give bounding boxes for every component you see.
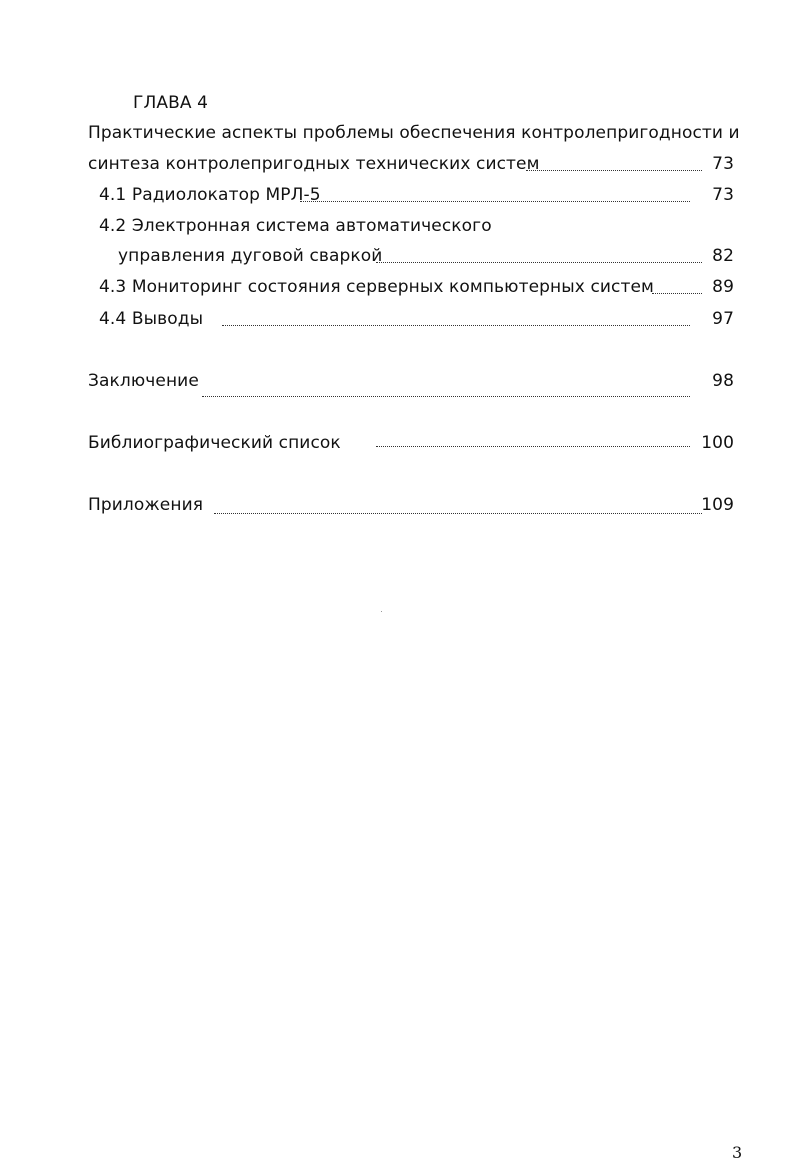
dot-leader — [300, 201, 690, 202]
section-4-2-title-line-1: 4.2 Электронная система автоматического — [99, 216, 492, 236]
bibliography-title: Библиографический список — [88, 433, 341, 453]
section-4-2-page-number: 82 — [712, 246, 734, 266]
scan-speck — [381, 611, 382, 612]
conclusion-page-number: 98 — [712, 371, 734, 391]
section-4-3-title: 4.3 Мониторинг состояния серверных компьютерных систем — [99, 277, 654, 297]
section-4-4-page-number: 97 — [712, 309, 734, 329]
section-4-3-page-number: 89 — [712, 277, 734, 297]
chapter-title-line-2: синтеза контролепригодных технических систем — [88, 154, 540, 174]
dot-leader — [376, 446, 690, 447]
dot-leader — [222, 325, 690, 326]
chapter-page-number: 73 — [712, 154, 734, 174]
dot-leader — [376, 262, 702, 263]
conclusion-title: Заключение — [88, 371, 199, 391]
page-number: 3 — [732, 1143, 743, 1162]
section-4-2-title-line-2: управления дуговой сваркой — [118, 246, 383, 266]
appendices-page-number: 109 — [701, 495, 734, 515]
dot-leader — [202, 396, 690, 397]
chapter-heading: ГЛАВА 4 — [133, 93, 208, 113]
chapter-title-line-1: Практические аспекты проблемы обеспечения контролепригодности и — [88, 123, 740, 143]
section-4-4-title: 4.4 Выводы — [99, 309, 204, 329]
bibliography-page-number: 100 — [701, 433, 734, 453]
section-4-1-title: 4.1 Радиолокатор МРЛ-5 — [99, 185, 321, 205]
section-4-1-page-number: 73 — [712, 185, 734, 205]
dot-leader — [214, 513, 702, 514]
appendices-title: Приложения — [88, 495, 204, 515]
